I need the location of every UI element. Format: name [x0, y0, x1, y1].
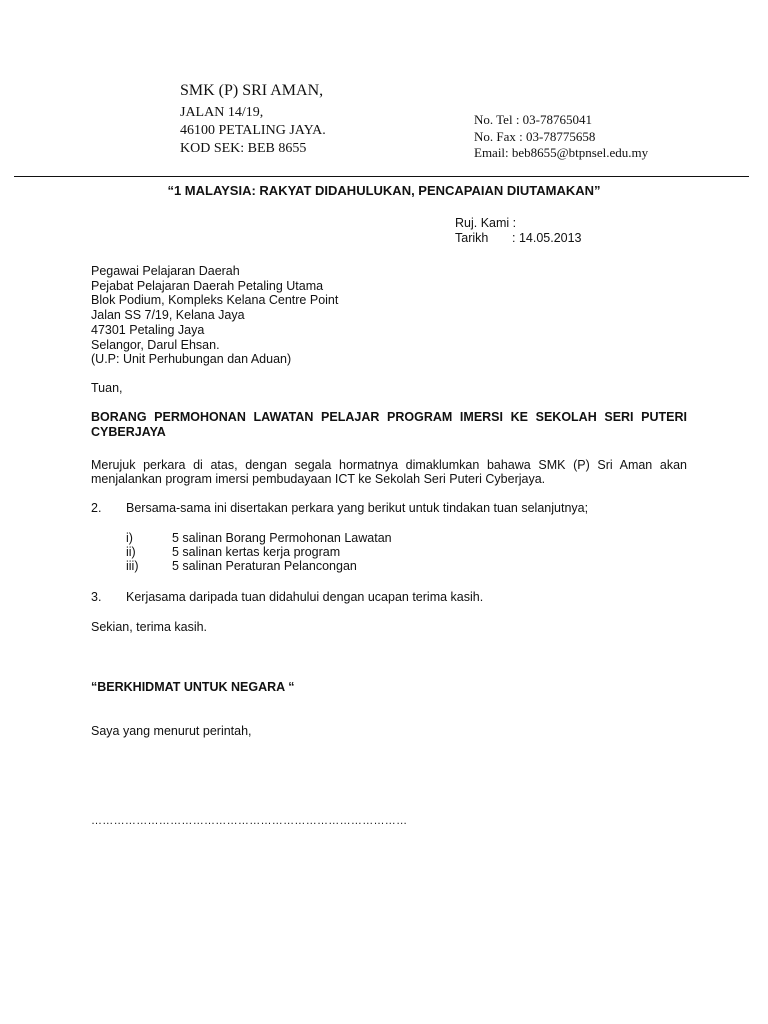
- closing-motto: “BERKHIDMAT UNTUK NEGARA “: [91, 680, 295, 694]
- phone-number: No. Tel : 03-78765041: [474, 112, 593, 127]
- school-name: SMK (P) SRI AMAN,: [180, 82, 324, 99]
- school-address: [180, 104, 326, 158]
- signature-line: …………………………………………………………………………: [91, 815, 408, 827]
- recipient-line: 47301 Petaling Jaya: [91, 322, 205, 337]
- paragraph-1: Merujuk perkara di atas, dengan segala hormatnya dimaklumkan bahawa SMK (P) Sri Aman akan menjalankan program imersi pembudayaan ICT ke Sekolah Seri Puteri Cyberjaya.: [91, 458, 687, 486]
- date-line: [455, 231, 582, 246]
- reference-block: [455, 216, 582, 246]
- contact-block: [474, 112, 648, 162]
- list-item-number: ii): [126, 545, 136, 559]
- paragraph-3-number: 3.: [91, 590, 102, 604]
- sign-off: Saya yang menurut perintah,: [91, 724, 252, 738]
- paragraph-3-text: Kerjasama daripada tuan didahului dengan ucapan terima kasih.: [126, 590, 484, 604]
- list-item-text: 5 salinan Borang Permohonan Lawatan: [172, 531, 392, 545]
- recipient-line: Selangor, Darul Ehsan.: [91, 337, 220, 352]
- recipient-line: Pegawai Pelajaran Daerah: [91, 264, 240, 278]
- list-item-number: i): [126, 531, 133, 545]
- motto: “1 MALAYSIA: RAKYAT DIDAHULUKAN, PENCAPAIAN DIUTAMAKAN”: [167, 183, 601, 198]
- address-line: 46100 PETALING JAYA.: [180, 123, 326, 138]
- date-label: Tarikh: [455, 231, 489, 245]
- salutation: Tuan,: [91, 381, 123, 395]
- email-address: Email: beb8655@btpnsel.edu.my: [474, 145, 649, 160]
- date-value: : 14.05.2013: [512, 231, 582, 245]
- recipient-line: Pejabat Pelajaran Daerah Petaling Utama: [91, 278, 324, 293]
- address-line: JALAN 14/19,: [180, 105, 264, 120]
- list-item-text: 5 salinan Peraturan Pelancongan: [172, 559, 357, 573]
- reference-label: Ruj. Kami :: [455, 216, 517, 230]
- list-item-number: iii): [126, 559, 139, 573]
- address-line: KOD SEK: BEB 8655: [180, 141, 307, 156]
- fax-number: No. Fax : 03-78775658: [474, 128, 596, 144]
- recipient-line: Jalan SS 7/19, Kelana Jaya: [91, 308, 245, 323]
- recipient-line: Blok Podium, Kompleks Kelana Centre Point: [91, 293, 339, 308]
- closing-line: Sekian, terima kasih.: [91, 620, 208, 634]
- header-divider: [14, 176, 749, 177]
- paragraph-2-number: 2.: [91, 501, 102, 515]
- recipient-address: [91, 264, 338, 367]
- subject-heading: BORANG PERMOHONAN LAWATAN PELAJAR PROGRAM IMERSI KE SEKOLAH SERI PUTERI CYBERJAYA: [91, 410, 687, 439]
- recipient-line: (U.P: Unit Perhubungan dan Aduan): [91, 352, 292, 367]
- list-item-text: 5 salinan kertas kerja program: [172, 545, 341, 559]
- paragraph-2-text: Bersama-sama ini disertakan perkara yang berikut untuk tindakan tuan selanjutnya;: [126, 501, 589, 515]
